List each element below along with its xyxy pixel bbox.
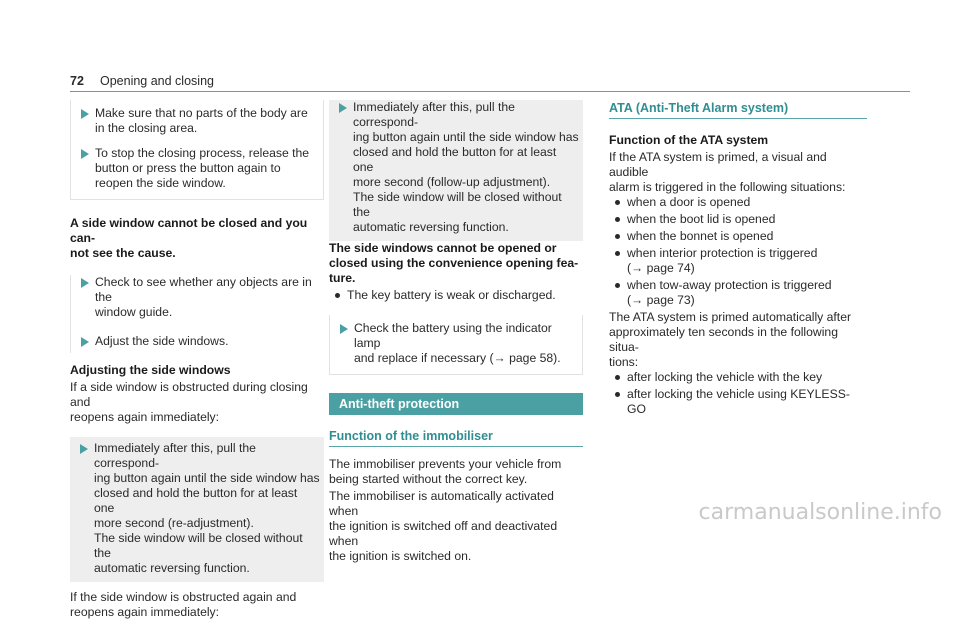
list-item: when the bonnet is opened: [609, 229, 867, 244]
paragraph: The ATA system is primed automatically after approximately ten seconds in the following situa- tions:: [609, 310, 852, 369]
step-text: To stop the closing process, release the button or press the button again to reopen the side window.: [95, 146, 310, 190]
heading-convenience: The side windows cannot be opened or closed using the convenience opening fea- ture.: [329, 241, 579, 285]
paragraph: The immobiliser prevents your vehicle from being started without the correct key.: [329, 457, 562, 486]
heading-immobiliser: Function of the immobiliser: [329, 429, 493, 443]
step-text: Adjust the side windows.: [95, 334, 229, 348]
paragraph: If the ATA system is primed, a visual and audible alarm is triggered in the following situations:: [609, 150, 846, 194]
arrow-right-icon: [81, 337, 89, 347]
list-item: when interior protection is triggered (→ page 74): [609, 246, 867, 276]
heading-rule: [609, 118, 867, 119]
arrow-right-icon: [81, 278, 89, 288]
page-number: 72: [70, 74, 84, 88]
list-item: after locking the vehicle using KEYLESS-GO: [609, 387, 867, 417]
step-item: [71, 334, 324, 349]
paragraph: The immobiliser is automatically activated when the ignition is switched off and deactivated when the ignition is switched on.: [329, 489, 558, 563]
adjust-intro: If a side window is obstructed during closing and reopens again immediately:: [70, 380, 308, 424]
heading-cause: A side window cannot be closed and you can- not see the cause.: [70, 216, 308, 260]
instruction-box-follow: [329, 100, 583, 241]
step-text: Check to see whether any objects are in the window guide.: [95, 275, 312, 319]
list-item: The key battery is weak or discharged.: [329, 288, 583, 303]
adjust-outro: If the side window is obstructed again and reopens again immediately:: [70, 590, 297, 619]
column-middle: [329, 100, 583, 564]
column-left: [70, 100, 324, 620]
column-right: [609, 100, 867, 417]
heading-rule: [329, 446, 583, 447]
instruction-box-adjust: [70, 437, 324, 582]
step-text: Check the battery using the indicator lamp and replace if necessary (→ page 58).: [354, 321, 561, 365]
heading-function: Function of the ATA system: [609, 133, 769, 147]
step-item: [330, 321, 582, 366]
list-item: when tow-away protection is triggered (→ page 73): [609, 278, 867, 308]
instruction-box-check: [329, 315, 583, 375]
arrow-right-icon: [80, 444, 88, 454]
section-bar-antitheft: Anti-theft protection: [329, 393, 583, 415]
step-text: Immediately after this, pull the correspond- ing button again until the side window has closed and hold the button for at least one more second (re-adjustment). The side window will be closed without the automatic reversing function.: [94, 441, 320, 575]
step-item: [71, 106, 323, 136]
list-item: after locking the vehicle with the key: [609, 370, 867, 385]
step-text: Make sure that no parts of the body are in the closing area.: [95, 106, 308, 135]
arrow-right-icon: [340, 324, 348, 334]
arrow-right-icon: [81, 149, 89, 159]
step-item: [329, 100, 583, 235]
step-item: [70, 441, 324, 576]
list-item: when the boot lid is opened: [609, 212, 867, 227]
instruction-box-top: [70, 100, 324, 200]
arrow-right-icon: [339, 103, 347, 113]
page-header: [70, 71, 910, 91]
instruction-box-cause: [70, 275, 324, 353]
header-rule: [70, 91, 910, 92]
step-text: Immediately after this, pull the correspond- ing button again until the side window has closed and hold the button for at least one more second (follow-up adjustment). The side window will be closed without the automatic reversing function.: [353, 100, 579, 234]
arrow-right-icon: [81, 109, 89, 119]
step-item: [71, 275, 324, 320]
heading-ata: ATA (Anti-Theft Alarm system): [609, 101, 789, 115]
watermark-text: carmanualsonline.info: [698, 500, 942, 525]
heading-adjust: Adjusting the side windows: [70, 363, 231, 377]
list-item: when a door is opened: [609, 195, 867, 210]
section-title: Opening and closing: [100, 74, 214, 88]
step-item: [71, 146, 323, 191]
